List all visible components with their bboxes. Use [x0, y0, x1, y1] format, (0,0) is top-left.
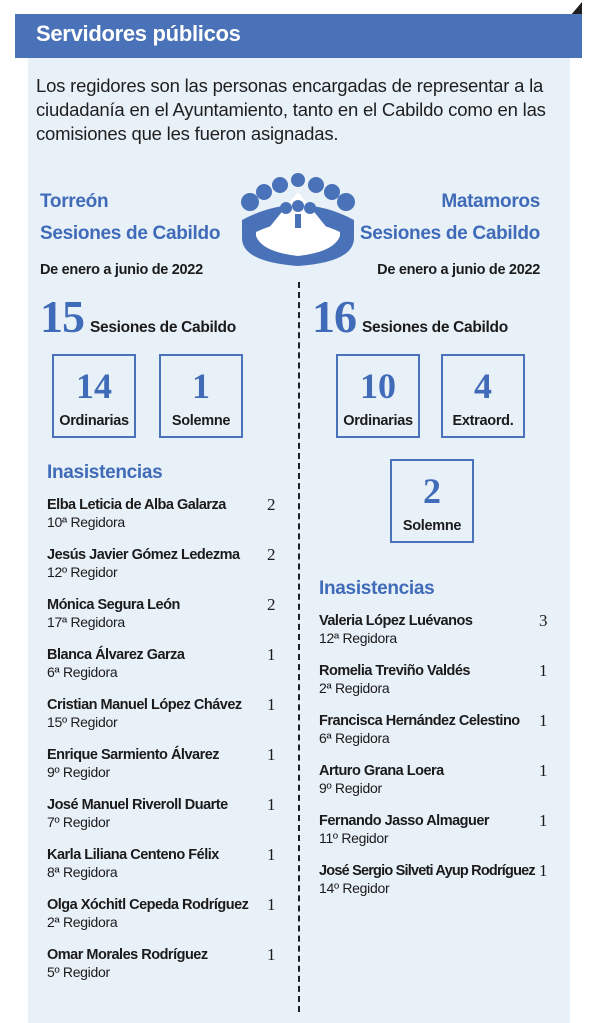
stat-label: Solemne [402, 518, 462, 534]
absence-name: Elba Leticia de Alba Galarza [47, 497, 226, 513]
absence-name: Cristian Manuel López Chávez [47, 697, 242, 713]
absence-role: 10ª Regidora [47, 514, 125, 530]
matamoros-heading [340, 186, 540, 278]
torreon-absences-title: Inasistencias [47, 462, 163, 483]
list-item [319, 762, 551, 812]
absence-role: 12º Regidor [47, 564, 118, 580]
torreon-total-label: Sesiones de Cabildo [90, 319, 236, 336]
list-item [47, 696, 279, 746]
absence-name: Francisca Hernández Celestino [319, 713, 520, 729]
stat-label: Extraord. [452, 413, 514, 429]
stat-label: Ordinarias [343, 413, 413, 429]
list-item [319, 812, 551, 862]
absence-count: 1 [539, 711, 548, 730]
absence-name: Blanca Álvarez Garza [47, 647, 185, 663]
absence-name: Omar Morales Rodríguez [47, 947, 208, 963]
matamoros-total [312, 290, 508, 343]
absence-role: 12ª Regidora [319, 630, 397, 646]
list-item [319, 712, 551, 762]
absence-count: 2 [267, 545, 276, 564]
list-item [47, 646, 279, 696]
list-item [47, 546, 279, 596]
absence-count: 1 [267, 845, 276, 864]
absence-role: 11º Regidor [319, 830, 389, 846]
torreon-total [40, 290, 236, 343]
list-item [47, 496, 279, 546]
page-title: Servidores públicos [36, 21, 241, 46]
absence-name: Olga Xóchitl Cepeda Rodríguez [47, 897, 249, 913]
absence-count: 1 [267, 795, 276, 814]
absence-count: 2 [267, 595, 276, 614]
torreon-subtitle: Sesiones de Cabildo [40, 223, 221, 244]
absence-name: Enrique Sarmiento Álvarez [47, 747, 220, 763]
list-item [319, 862, 551, 912]
absence-count: 3 [539, 611, 548, 630]
absence-role: 6ª Regidora [47, 664, 118, 680]
absence-role: 9º Regidor [47, 764, 110, 780]
absence-name: José Sergio Silveti Ayup Rodríguez [319, 863, 535, 879]
list-item [319, 662, 551, 712]
absence-name: Romelia Treviño Valdés [319, 663, 470, 679]
absence-role: 5º Regidor [47, 964, 110, 980]
list-item [47, 746, 279, 796]
absence-count: 1 [267, 695, 276, 714]
list-item [47, 796, 279, 846]
matamoros-city-name: Matamoros [441, 191, 540, 212]
absence-name: Jesús Javier Gómez Ledezma [47, 547, 240, 563]
absence-count: 1 [267, 945, 276, 964]
absence-role: 8ª Regidora [47, 864, 118, 880]
matamoros-stat-solemne [390, 459, 474, 543]
stat-value: 10 [360, 366, 396, 406]
absence-count: 1 [539, 811, 548, 830]
intro-text: Los regidores son las personas encargadas de representar a la ciudadanía en el Ayuntamiento, tanto en el Cabildo como en las comisiones que les fueron asignadas. [36, 75, 546, 144]
absence-role: 9º Regidor [319, 780, 382, 796]
absence-role: 14º Regidor [319, 880, 390, 896]
torreon-city-name: Torreón [40, 191, 109, 212]
absence-role: 17ª Regidora [47, 614, 125, 630]
stat-value: 1 [192, 366, 210, 406]
absence-role: 2ª Regidora [47, 914, 118, 930]
matamoros-absences-list [319, 612, 551, 912]
matamoros-stat-ordinarias [336, 354, 420, 438]
torreon-period: De enero a junio de 2022 [40, 262, 203, 278]
absence-name: Valeria López Luévanos [319, 613, 473, 629]
absence-count: 1 [539, 661, 548, 680]
absence-name: José Manuel Riveroll Duarte [47, 797, 228, 813]
absence-role: 6ª Regidora [319, 730, 390, 746]
stat-value: 4 [474, 366, 492, 406]
stat-value: 2 [423, 471, 441, 511]
absence-name: Arturo Grana Loera [319, 763, 444, 779]
stat-value: 14 [76, 366, 112, 406]
torreon-absences-list [47, 496, 279, 996]
list-item [47, 896, 279, 946]
matamoros-total-number: 16 [312, 291, 356, 342]
matamoros-total-label: Sesiones de Cabildo [362, 319, 508, 336]
absence-name: Karla Liliana Centeno Félix [47, 847, 219, 863]
absence-name: Fernando Jasso Almaguer [319, 813, 490, 829]
matamoros-stat-extraordinarias [441, 354, 525, 438]
absence-count: 1 [267, 745, 276, 764]
absence-role: 2ª Regidora [319, 680, 390, 696]
stat-label: Ordinarias [59, 413, 129, 429]
absence-count: 1 [267, 895, 276, 914]
list-item [319, 612, 551, 662]
torreon-total-number: 15 [40, 291, 84, 342]
absence-role: 7º Regidor [47, 814, 110, 830]
absence-name: Mónica Segura León [47, 597, 180, 613]
absence-count: 1 [539, 761, 548, 780]
list-item [47, 846, 279, 896]
stat-label: Solemne [171, 413, 231, 429]
torreon-heading [40, 186, 240, 278]
absence-count: 2 [267, 495, 276, 514]
absence-count: 1 [539, 861, 548, 880]
absence-role: 15º Regidor [47, 714, 118, 730]
matamoros-absences-title: Inasistencias [319, 578, 435, 599]
list-item [47, 596, 279, 646]
matamoros-subtitle: Sesiones de Cabildo [359, 223, 540, 244]
column-divider [298, 282, 300, 1012]
matamoros-period: De enero a junio de 2022 [377, 262, 540, 278]
torreon-stat-ordinarias [52, 354, 136, 438]
absence-count: 1 [267, 645, 276, 664]
list-item [47, 946, 279, 996]
torreon-stat-solemne [159, 354, 243, 438]
